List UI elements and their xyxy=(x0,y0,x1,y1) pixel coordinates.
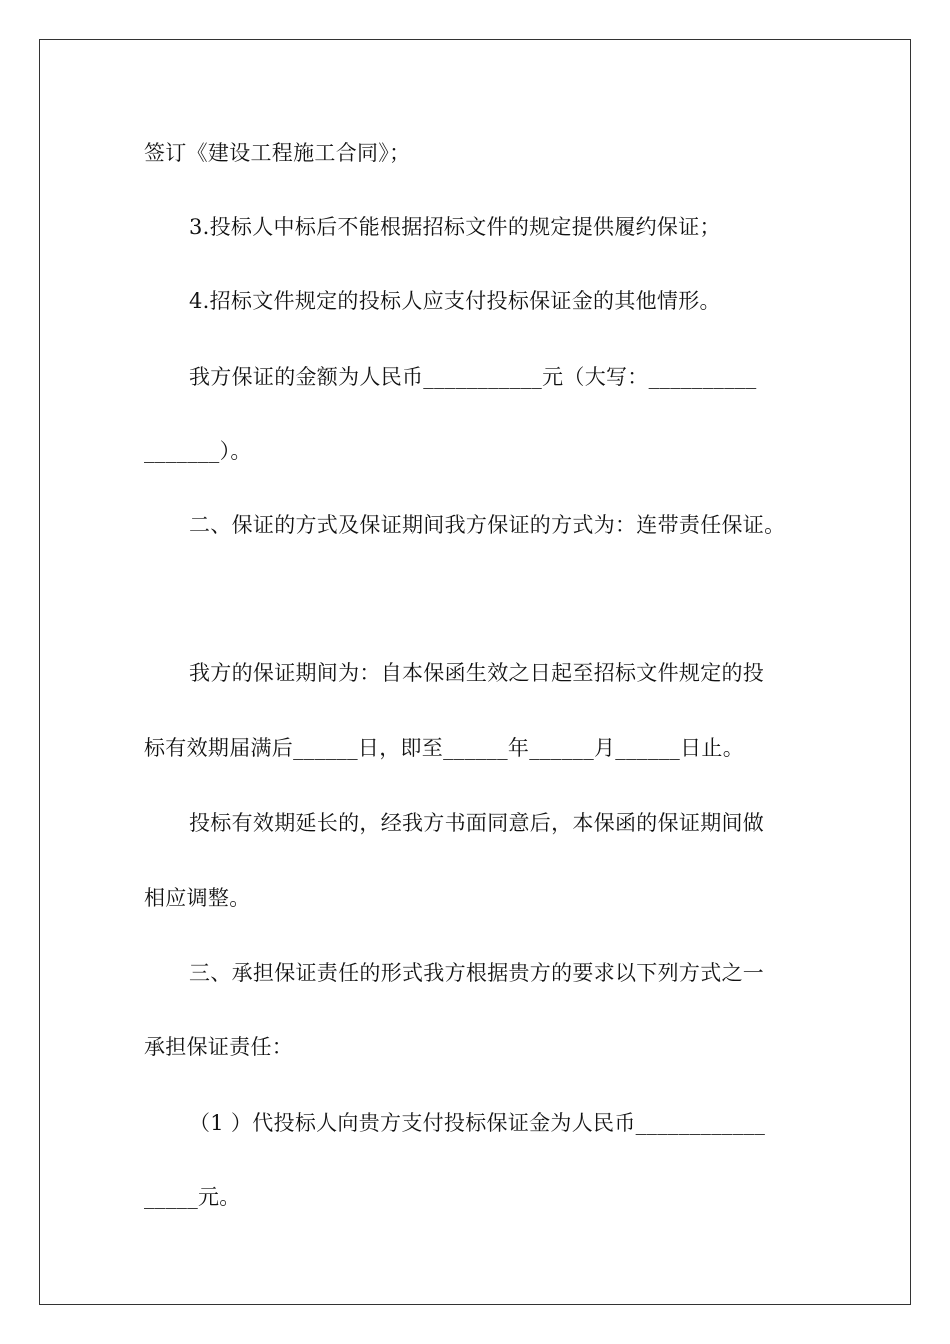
text-line-10: 相应调整。 xyxy=(144,886,251,910)
text-line-13: （1 ）代投标人向贵方支付投标保证金为人民币____________ xyxy=(189,1111,766,1135)
text-line-3: 4.招标文件规定的投标人应支付投标保证金的其他情形。 xyxy=(189,289,721,313)
text-line-2: 3.投标人中标后不能根据招标文件的规定提供履约保证； xyxy=(189,215,721,239)
text-line-7: 我方的保证期间为：自本保函生效之日起至招标文件规定的投 xyxy=(189,661,765,685)
text-line-8: 标有效期届满后______日，即至______年______月______日止。 xyxy=(144,736,744,760)
text-line-14: _____元。 xyxy=(144,1185,241,1209)
text-line-6: 二、保证的方式及保证期间我方保证的方式为：连带责任保证。 xyxy=(189,513,786,537)
text-line-5: _______）。 xyxy=(144,439,252,463)
text-line-12: 承担保证责任： xyxy=(144,1035,294,1059)
text-line-4: 我方保证的金额为人民币___________元（大写：__________ xyxy=(189,365,757,389)
text-line-11: 三、承担保证责任的形式我方根据贵方的要求以下列方式之一 xyxy=(189,961,765,985)
text-line-1: 签订《建设工程施工合同》； xyxy=(144,141,411,165)
text-line-9: 投标有效期延长的，经我方书面同意后，本保函的保证期间做 xyxy=(189,811,765,835)
